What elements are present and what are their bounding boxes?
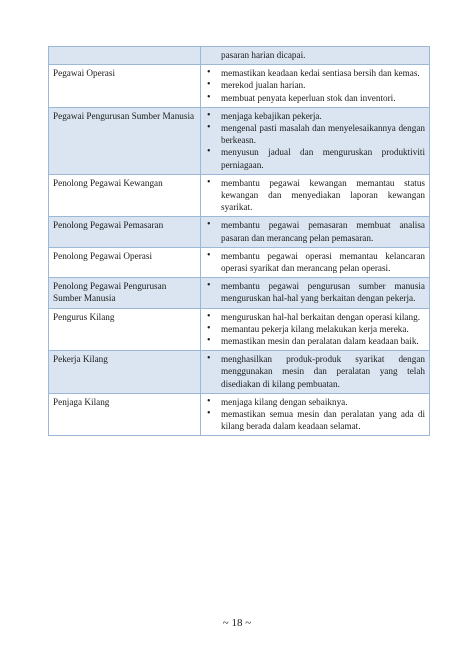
- duties-cell: [201, 278, 430, 308]
- duties-cell: [201, 217, 430, 247]
- table-row: [49, 107, 430, 174]
- duty-item: • menjaga kebajikan pekerja.: [205, 110, 425, 122]
- duties-list: [205, 110, 425, 171]
- duty-item: • membantu pegawai pengurusan sumber manusia menguruskan hal-hal yang berkaitan dengan pekerja.: [205, 280, 425, 304]
- duties-list: [205, 177, 425, 214]
- duty-item: • menyusun jadual dan menguruskan produktiviti perniagaan.: [205, 146, 425, 170]
- duties-cell: [201, 47, 430, 65]
- duty-item: • merekod jualan harian.: [205, 79, 425, 91]
- duty-item: • membantu pegawai operasi memantau kelancaran operasi syarikat dan merancang pelan operasi.: [205, 250, 425, 274]
- page-number: ~ 18 ~: [222, 617, 252, 629]
- role-cell: Penolong Pegawai Operasi: [49, 247, 201, 277]
- table-row: [49, 308, 430, 351]
- duties-cell: [201, 351, 430, 394]
- duty-item: • membantu pegawai kewangan memantau status kewangan dan menyediakan laporan kewangan syarikat.: [205, 177, 425, 214]
- duties-list: [205, 396, 425, 433]
- duty-item: • menjaga kilang dengan sebaiknya.: [205, 396, 425, 408]
- role-cell: Pegawai Pengurusan Sumber Manusia: [49, 107, 201, 174]
- table-row-continued: [49, 47, 430, 65]
- duty-item: • memantau pekerja kilang melakukan kerja mereka.: [205, 323, 425, 335]
- role-cell: Pekerja Kilang: [49, 351, 201, 394]
- role-cell: Penjaga Kilang: [49, 393, 201, 436]
- duty-item: • memastikan semua mesin dan peralatan yang ada di kilang berada dalam keadaan selamat.: [205, 408, 425, 432]
- duties-cell: [201, 174, 430, 217]
- role-cell-empty: [49, 47, 201, 65]
- continued-text: pasaran harian dicapai.: [221, 50, 306, 60]
- duties-cell: [201, 393, 430, 436]
- table-row: [49, 217, 430, 247]
- role-cell: Penolong Pegawai Kewangan: [49, 174, 201, 217]
- duties-list: [205, 353, 425, 390]
- table-row: [49, 247, 430, 277]
- duties-cell: [201, 308, 430, 351]
- duty-item: • membuat penyata keperluan stok dan inventori.: [205, 92, 425, 104]
- table-row: [49, 174, 430, 217]
- duty-item: • menguruskan hal-hal berkaitan dengan operasi kilang.: [205, 311, 425, 323]
- duty-item: • menghasilkan produk-produk syarikat dengan menggunakan mesin dan peralatan yang telah disediakan di kilang pembuatan.: [205, 353, 425, 390]
- duties-list: [205, 219, 425, 243]
- duties-list: [205, 280, 425, 304]
- duties-list: [205, 250, 425, 274]
- role-cell: Pengurus Kilang: [49, 308, 201, 351]
- role-cell: Penolong Pegawai Pengurusan Sumber Manusia: [49, 278, 201, 308]
- duty-item: • memastikan keadaan kedai sentiasa bersih dan kemas.: [205, 67, 425, 79]
- roles-duties-table: [48, 46, 430, 436]
- duties-cell: [201, 247, 430, 277]
- duties-list: [205, 67, 425, 104]
- duties-cell: [201, 65, 430, 108]
- duty-item: • membantu pegawai pemasaran membuat analisa pasaran dan merancang pelan pemasaran.: [205, 219, 425, 243]
- duties-cell: [201, 107, 430, 174]
- table-row: [49, 393, 430, 436]
- table-row: [49, 278, 430, 308]
- role-cell: Penolong Pegawai Pemasaran: [49, 217, 201, 247]
- duty-item: • mengenal pasti masalah dan menyelesaikannya dengan berkeasn.: [205, 122, 425, 146]
- role-cell: Pegawai Operasi: [49, 65, 201, 108]
- table-row: [49, 351, 430, 394]
- table-row: [49, 65, 430, 108]
- duty-item: • memastikan mesin dan peralatan dalam keadaan baik.: [205, 335, 425, 347]
- duties-list: [205, 311, 425, 348]
